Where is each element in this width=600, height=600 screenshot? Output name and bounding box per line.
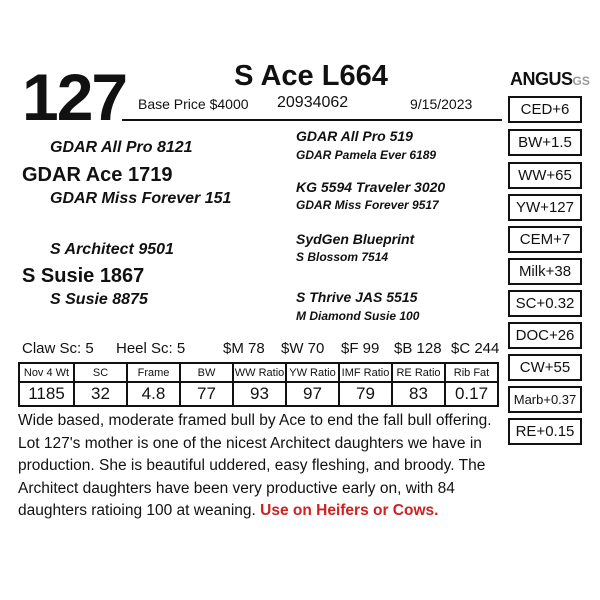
table-header: RE Ratio [392, 363, 445, 382]
table-cell: 0.17 [445, 382, 498, 406]
performance-table [18, 362, 499, 407]
description-text: Wide based, moderate framed bull by Ace to end the fall bull offering. Lot 127's mother is one of the nicest Architect daughters we have in production. She is beautiful uddered, easy fleshing, and broody. The Architect daughters have been very productive early on, with 84 daughters ratioing 100 at weaning. [18, 412, 492, 519]
epd-cw: CW+55 [508, 354, 582, 381]
epd-ww: WW+65 [508, 162, 582, 189]
table-cell: 4.8 [127, 382, 180, 406]
table-header-row [19, 363, 498, 382]
table-cell: 1185 [19, 382, 74, 406]
heel-score: Heel Sc: 5 [116, 340, 186, 357]
pedigree-sire-sire: GDAR All Pro 8121 [50, 139, 193, 156]
index-c: $C 244 [451, 340, 500, 357]
table-header: IMF Ratio [339, 363, 392, 382]
pedigree-sd-sire: KG 5594 Traveler 3020 [296, 179, 446, 195]
table-cell: 93 [233, 382, 286, 406]
epd-marb: Marb+0.37 [508, 386, 582, 413]
table-header: YW Ratio [286, 363, 339, 382]
pedigree-sire-dam: GDAR Miss Forever 151 [50, 190, 232, 207]
epd-sc: SC+0.32 [508, 290, 582, 317]
table-header: Frame [127, 363, 180, 382]
animal-name: S Ace L664 [234, 60, 388, 92]
lot-description [18, 410, 506, 523]
description-highlight: Use on Heifers or Cows. [260, 502, 439, 519]
epd-milk: Milk+38 [508, 258, 582, 285]
table-header: Nov 4 Wt [19, 363, 74, 382]
epd-re: RE+0.15 [508, 418, 582, 445]
table-cell: 77 [180, 382, 233, 406]
table-header: WW Ratio [233, 363, 286, 382]
table-row [19, 382, 498, 406]
epd-cem: CEM+7 [508, 226, 582, 253]
pedigree-ss-dam: GDAR Pamela Ever 6189 [296, 148, 437, 162]
sale-date: 9/15/2023 [410, 96, 473, 112]
angus-gs-logo [510, 70, 590, 89]
pedigree-dam-dam: S Susie 8875 [50, 291, 148, 308]
epd-yw: YW+127 [508, 194, 582, 221]
logo-sub: GS [572, 74, 590, 88]
pedigree-dd-sire: S Thrive JAS 5515 [296, 289, 418, 305]
registration-number: 20934062 [277, 94, 349, 111]
table-cell: 79 [339, 382, 392, 406]
index-w: $W 70 [281, 340, 325, 357]
epd-ced: CED+6 [508, 96, 582, 123]
pedigree-sd-dam: GDAR Miss Forever 9517 [296, 198, 439, 212]
table-header: Rib Fat [445, 363, 498, 382]
table-cell: 32 [74, 382, 127, 406]
index-m: $M 78 [223, 340, 265, 357]
index-b: $B 128 [394, 340, 442, 357]
pedigree-ds-dam: S Blossom 7514 [296, 250, 389, 264]
pedigree-dam: S Susie 1867 [22, 265, 145, 287]
pedigree-ds-sire: SydGen Blueprint [296, 231, 415, 247]
logo-main: ANGUS [510, 69, 573, 89]
base-price: Base Price $4000 [138, 96, 249, 112]
pedigree-ss-sire: GDAR All Pro 519 [296, 128, 413, 144]
table-cell: 97 [286, 382, 339, 406]
pedigree-dd-dam: M Diamond Susie 100 [296, 309, 420, 323]
epd-bw: BW+1.5 [508, 129, 582, 156]
index-f: $F 99 [341, 340, 380, 357]
claw-score: Claw Sc: 5 [22, 340, 94, 357]
lot-number: 127 [22, 60, 127, 134]
epd-doc: DOC+26 [508, 322, 582, 349]
pedigree-sire: GDAR Ace 1719 [22, 164, 173, 186]
table-header: BW [180, 363, 233, 382]
table-cell: 83 [392, 382, 445, 406]
table-header: SC [74, 363, 127, 382]
pedigree-dam-sire: S Architect 9501 [50, 241, 174, 258]
